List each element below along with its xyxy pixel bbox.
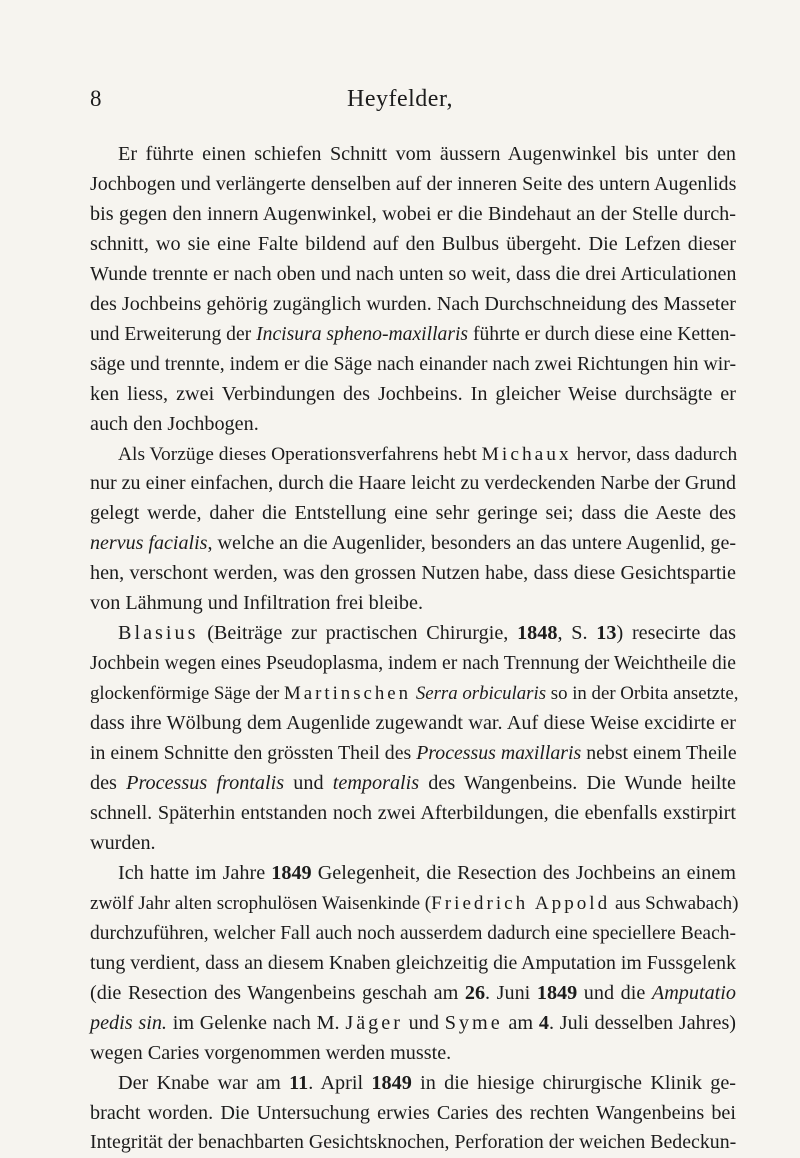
text-run: tung verdient, dass an diesem Knaben gleichzeitig die Amputation im Fussgelenk (90, 951, 736, 974)
italic-term: Processus frontalis (126, 772, 285, 795)
text-run: von Lähmung und Infiltration frei bleibe. (90, 592, 424, 615)
text-run: und (284, 772, 333, 795)
text-run: . Juli desselben Jahres) (548, 1011, 737, 1034)
number: 4 (538, 1011, 549, 1034)
italic-term: Amputatio (651, 981, 736, 1004)
italic-term: Incisura spheno-maxillaris (256, 323, 469, 345)
text-run: aus Schwabach) (610, 892, 739, 914)
text-run: Ich hatte im Jahre (118, 861, 272, 884)
text-line (90, 440, 736, 470)
text-line (90, 739, 736, 769)
spaced-name: Friedrich Appold (431, 892, 611, 914)
text-line (90, 469, 736, 499)
spaced-name: Michaux (481, 443, 572, 465)
text-run: des Wangenbeins. Die Wunde heilte (419, 772, 736, 795)
text-run: in einem Schnitte den grössten Theil des (90, 742, 417, 765)
text-run: nebst einem Theile (581, 742, 737, 765)
text-line (90, 140, 736, 170)
running-head: Heyfelder, (347, 86, 453, 112)
text-run: säge und trennte, indem er die Säge nach einander nach zwei Richtungen hin wir- (90, 352, 737, 375)
text-run: im Gelenke nach M. (166, 1011, 346, 1034)
text-line (90, 589, 736, 619)
text-line (90, 529, 736, 559)
text-run: gelegt werde, daher die Entstellung eine sehr geringe sei; dass die Aeste des (90, 502, 736, 525)
text-run: dass ihre Wölbung dem Augenlide zugewandt war. Auf diese Weise excidirte er (90, 712, 736, 735)
text-line (90, 290, 736, 320)
text-run: (die Resection des Wangenbeins geschah am (90, 981, 465, 1004)
italic-term: temporalis (332, 772, 420, 795)
text-run: und die (577, 981, 652, 1004)
text-run: glockenförmige Säge der (90, 683, 284, 705)
body-text (90, 140, 739, 1158)
text-line (90, 320, 736, 350)
text-line (90, 1009, 736, 1039)
text-line (90, 230, 736, 260)
text-run: durchzuführen, welcher Fall auch noch ausserdem dadurch eine speciellere Beach- (90, 922, 736, 944)
text-run: auch den Jochbogen. (90, 412, 259, 435)
italic-term: Processus maxillaris (416, 742, 582, 765)
text-run: des (90, 772, 127, 795)
text-run: Jochbogen und verlängerte denselben auf der inneren Seite des untern Augenlids (90, 172, 737, 195)
text-run: zwölf Jahr alten scrophulösen Waisenkinde ( (90, 892, 432, 914)
text-run: des Jochbeins gehörig zugänglich wurden. Nach Durchschneidung des Masseter (90, 292, 736, 315)
text-run: bracht worden. Die Untersuchung erwies Caries des rechten Wangenbeins bei (90, 1101, 736, 1124)
text-line (90, 709, 736, 739)
text-line (90, 769, 736, 799)
text-run: Als Vorzüge dieses Operationsverfahrens hebt (118, 443, 482, 465)
page-number: 8 (90, 86, 102, 111)
number: 26 (464, 981, 486, 1004)
text-run: schnitt, wo sie eine Falte bildend auf den Bulbus übergeht. Die Lefzen dieser (90, 232, 736, 255)
text-run: , S. (557, 622, 597, 645)
text-line (90, 1039, 736, 1069)
text-run: . Juni (485, 981, 537, 1004)
text-run: wurden. (90, 831, 156, 854)
text-line (90, 829, 736, 859)
italic-term: pedis sin. (90, 1011, 167, 1034)
text-line (90, 170, 736, 200)
text-line (90, 919, 736, 949)
text-line (90, 799, 736, 829)
text-run: und Erweiterung der (90, 323, 257, 345)
text-run: führte er durch diese eine Ketten- (468, 323, 737, 345)
italic-term: nervus facialis (90, 532, 208, 555)
text-run: . April (308, 1071, 372, 1094)
page-header (0, 86, 800, 122)
text-run: ) resecirte das (616, 622, 736, 645)
text-line (90, 949, 736, 979)
number: 1849 (271, 861, 312, 884)
number: 1848 (517, 622, 558, 645)
text-line (90, 499, 736, 529)
italic-term: Serra orbicularis (415, 683, 547, 705)
text-run: und (402, 1011, 445, 1034)
text-run: hen, verschont werden, was den grossen Nutzen habe, dass diese Gesichtspartie (90, 562, 736, 585)
text-line (90, 619, 736, 649)
number: 1849 (536, 981, 578, 1004)
spaced-name: Blasius (118, 622, 199, 645)
text-run: (Beiträge zur practischen Chirurgie, (198, 622, 518, 645)
text-run: Er führte einen schiefen Schnitt vom äussern Augenwinkel bis unter den (118, 143, 736, 165)
text-line (90, 260, 736, 290)
text-run: schnell. Späterhin entstanden noch zwei Afterbildungen, die ebenfalls exstirpirt (90, 801, 736, 824)
number: 1849 (371, 1071, 412, 1094)
text-line (90, 380, 736, 410)
text-line (90, 200, 736, 230)
text-line (90, 679, 739, 709)
text-line (90, 559, 736, 589)
text-line (90, 889, 739, 919)
text-line (90, 1099, 736, 1129)
text-run: wegen Caries vorgenommen werden musste. (90, 1041, 452, 1064)
text-line (90, 350, 736, 380)
text-run: so in der Orbita ansetzte, (546, 683, 739, 705)
spaced-name: Syme (444, 1011, 503, 1034)
text-run: bis gegen den innern Augenwinkel, wobei er die Bindehaut an der Stelle durch- (90, 202, 736, 225)
spaced-name: Jäger (345, 1011, 403, 1034)
text-line (90, 979, 736, 1009)
text-line (90, 1069, 736, 1099)
text-run: Jochbein wegen eines Pseudoplasma, indem er nach Trennung der Weichtheile die (90, 653, 736, 675)
number: 13 (596, 622, 617, 645)
text-run: Integrität der benachbarten Gesichtsknochen, Perforation der weichen Bedeckun- (90, 1131, 737, 1154)
text-run: hervor, dass dadurch (571, 443, 738, 465)
text-run: in die hiesige chirurgische Klinik ge- (411, 1071, 737, 1094)
text-run: , welche an die Augenlider, besonders an das untere Augenlid, ge- (207, 532, 737, 555)
text-run: Gelegenheit, die Resection des Jochbeins an einem (311, 861, 736, 884)
spaced-name: Martinschen (283, 683, 412, 705)
text-line (90, 649, 736, 679)
number: 11 (289, 1071, 309, 1094)
text-run: am (502, 1011, 539, 1034)
text-run: nur zu einer einfachen, durch die Haare leicht zu verdeckenden Narbe der Grund (90, 472, 736, 495)
text-line (90, 859, 736, 889)
text-line (90, 410, 736, 440)
text-run: Der Knabe war am (118, 1071, 290, 1094)
text-run: Wunde trennte er nach oben und nach unten so weit, dass die drei Articulationen (90, 262, 737, 285)
text-run: ken liess, zwei Verbindungen des Jochbeins. In gleicher Weise durchsägte er (90, 382, 736, 405)
